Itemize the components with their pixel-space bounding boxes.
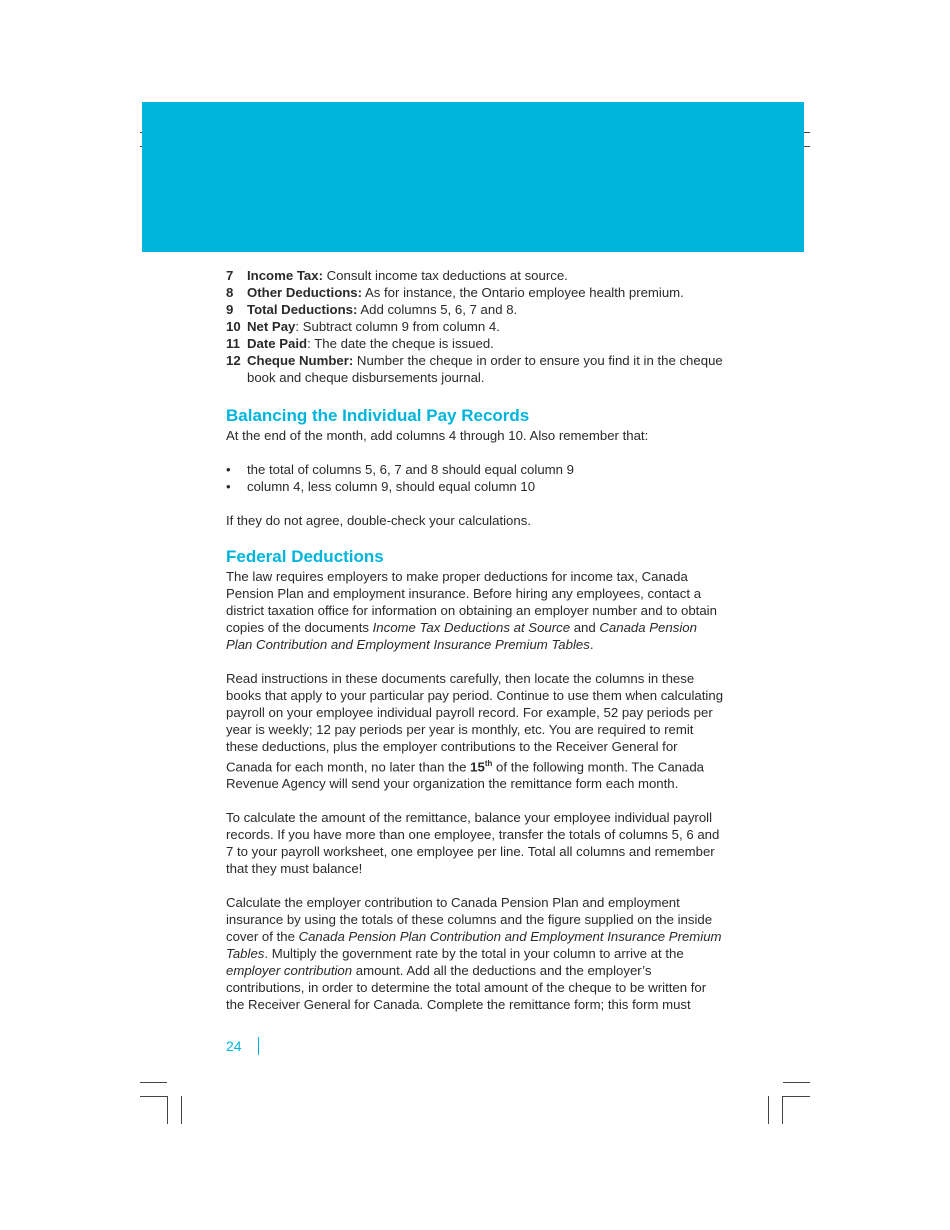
list-item: 12 Cheque Number: Number the cheque in order to ensure you find it in the cheque book and cheque disbursements journal. [226, 353, 723, 385]
bullet-list [226, 461, 726, 495]
crop-mark [768, 1096, 769, 1124]
list-item: 9 Total Deductions: Add columns 5, 6, 7 and 8. [226, 302, 518, 317]
bullet-dot: • [226, 479, 231, 494]
list-item: 10 Net Pay: Subtract column 9 from column 4. [226, 319, 500, 334]
list-item-text: Number the cheque in order to ensure you find it in the cheque book and cheque disbursements journal. [247, 353, 723, 385]
list-item: 8 Other Deductions: As for instance, the Ontario employee health premium. [226, 285, 684, 300]
header-color-band [142, 102, 804, 252]
paragraph: Read instructions in these documents carefully, then locate the columns in these books that apply to your particular pay period. Continue to use them when calculating payroll on your employee individual payroll record. For example, 52 pay periods per year is weekly; 12 pay periods per year is monthly, etc. You are required to remit these deductions, plus the employer contributions to the Receiver General for Canada for each month, no later than the 15th of the following month. The Canada Revenue Agency will send your organization the remittance form each month. [226, 671, 724, 792]
page-number: 24 [226, 1038, 242, 1054]
bullet-dot: • [226, 462, 231, 477]
section-heading-balancing: Balancing the Individual Pay Records [226, 406, 530, 425]
crop-mark [140, 1096, 167, 1097]
page-content [226, 267, 726, 1013]
paragraph: The law requires employers to make proper deductions for income tax, Canada Pension Plan and employment insurance. Before hiring any employees, contact a district taxation office for information on obtaining an employer number and to obtain copies of the documents Income Tax Deductions at Source and Canada Pension Plan Contribution and Employment Insurance Premium Tables. [226, 569, 717, 652]
section-heading-federal: Federal Deductions [226, 547, 384, 566]
list-item-term: Date Paid [247, 336, 308, 351]
crop-mark [140, 1082, 167, 1083]
crop-mark [782, 1096, 783, 1124]
folio-divider [258, 1037, 259, 1055]
crop-mark [181, 1096, 182, 1124]
column-list [226, 267, 726, 386]
crop-mark [783, 1096, 810, 1097]
list-item-text: : The date the cheque is issued. [307, 336, 494, 351]
list-item-text: As for instance, the Ontario employee health premium. [362, 285, 684, 300]
crop-mark [804, 146, 810, 147]
bullet-item: • the total of columns 5, 6, 7 and 8 should equal column 9 [226, 462, 574, 477]
list-item: 11 Date Paid: The date the cheque is issued. [226, 336, 494, 351]
balancing-intro: At the end of the month, add columns 4 through 10. Also remember that: [226, 428, 649, 443]
crop-mark [783, 1082, 810, 1083]
crop-mark [140, 146, 142, 147]
list-item: 7 Income Tax: Consult income tax deductions at source. [226, 268, 568, 283]
crop-mark [140, 132, 142, 133]
list-item-term: Net Pay [247, 319, 296, 334]
crop-mark [167, 1096, 168, 1124]
paragraph: To calculate the amount of the remittance, balance your employee individual payroll records. If you have more than one employee, transfer the totals of columns 5, 6 and 7 to your payroll worksheet, one employee per line. Total all columns and remember that they must balance! [226, 810, 720, 877]
crop-mark [804, 132, 810, 133]
list-item-term: Income Tax: [247, 268, 323, 283]
bullet-item: • column 4, less column 9, should equal column 10 [226, 479, 536, 494]
list-item-text: Add columns 5, 6, 7 and 8. [357, 302, 518, 317]
paragraph: Calculate the employer contribution to Canada Pension Plan and employment insurance by using the totals of these columns and the figure supplied on the inside cover of the Canada Pension Plan Contribution and Employment Insurance Premium Tables. Multiply the government rate by the total in your column to arrive at the employer contribution amount. Add all the deductions and the employer’s contributions, in order to determine the total amount of the cheque to be written for the Receiver General for Canada. Complete the remittance form; this form must [226, 895, 722, 1013]
list-item-term: Other Deductions: [247, 285, 363, 300]
list-item-text: : Subtract column 9 from column 4. [295, 319, 500, 334]
list-item-term: Cheque Number: [247, 353, 354, 368]
list-item-term: Total Deductions: [247, 302, 358, 317]
list-item-text: Consult income tax deductions at source. [322, 268, 568, 283]
balancing-outro: If they do not agree, double-check your calculations. [226, 513, 531, 528]
